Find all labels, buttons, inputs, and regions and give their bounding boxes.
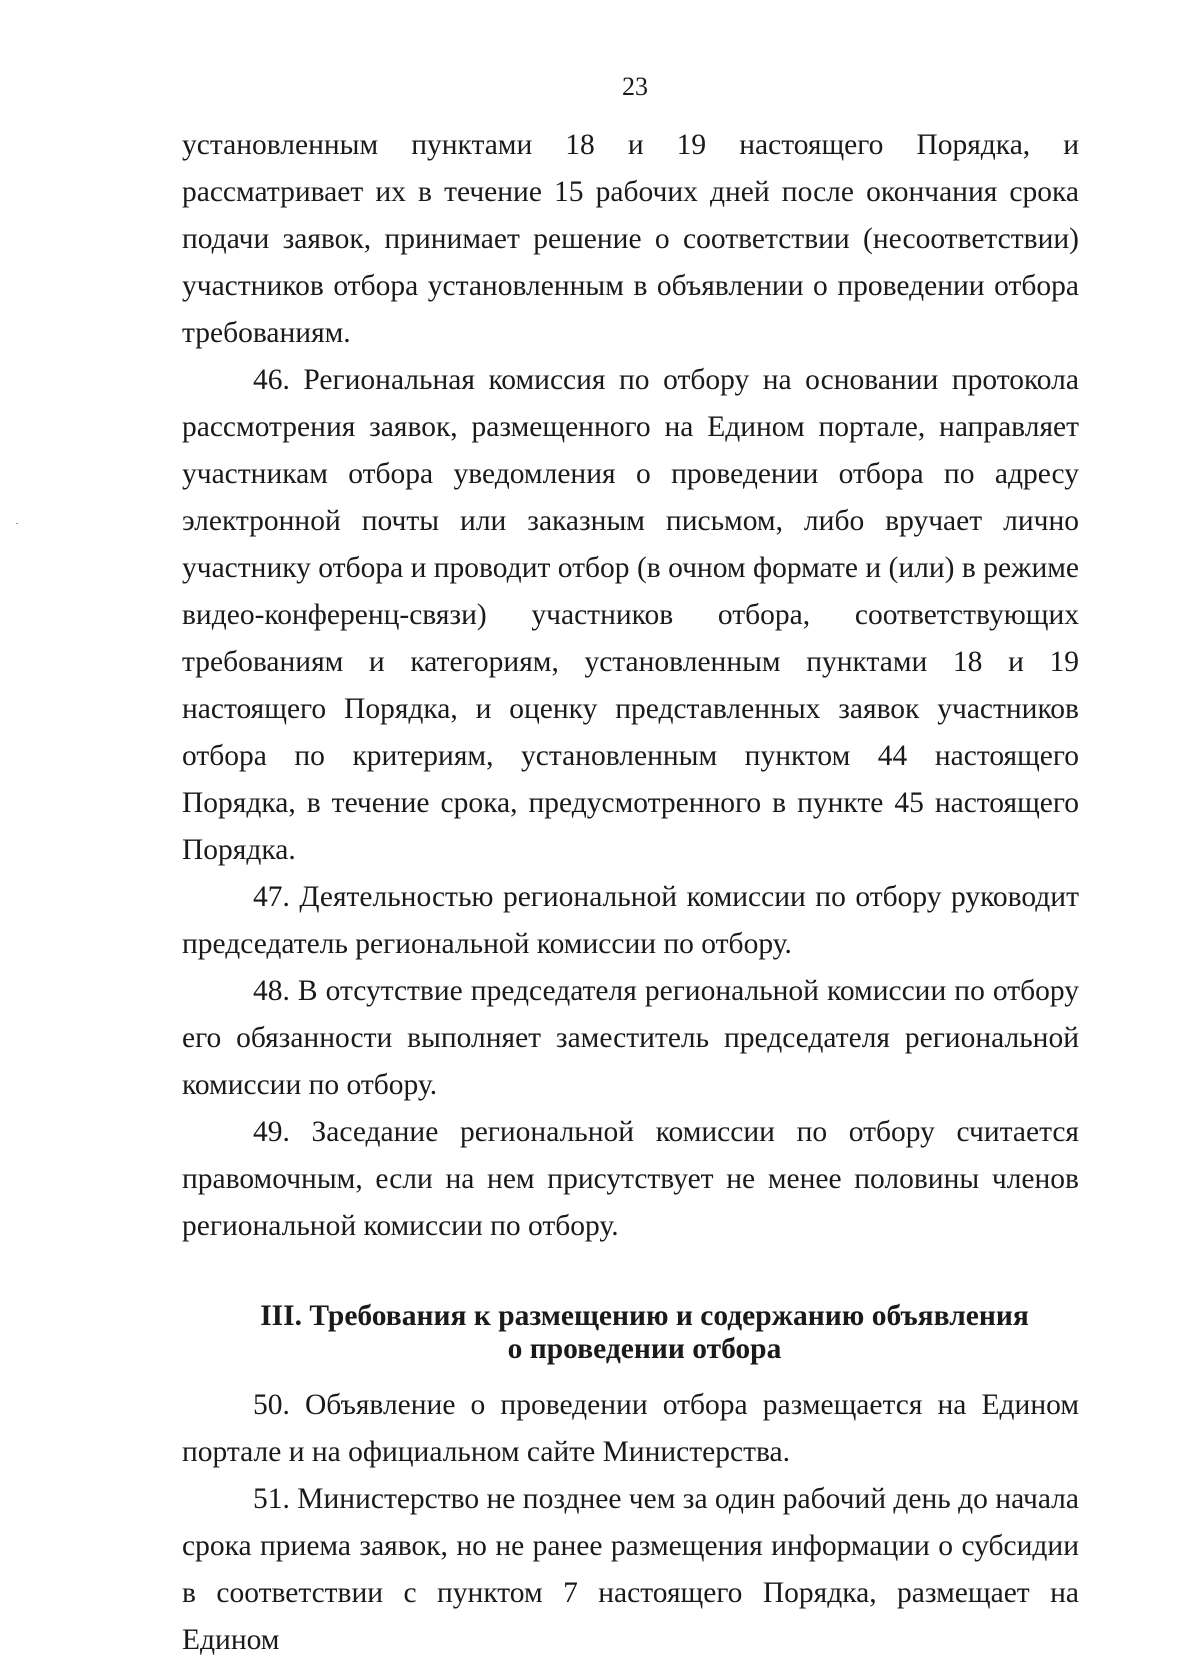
paragraph-47: 47. Деятельностью региональной комиссии по отбору руководит председатель региональной комиссии по отбору. xyxy=(182,881,1079,960)
paragraph-51: 51. Министерство не позднее чем за один рабочий день до начала срока приема заявок, но не ранее размещения информации о субсидии в соответствии с пунктом 7 настоящего Порядка, размещает на Едином xyxy=(182,1483,1079,1656)
page-number: 23 xyxy=(622,72,648,101)
scan-mark xyxy=(16,523,18,524)
document-body xyxy=(182,122,1079,1664)
paragraph-continuation: установленным пунктами 18 и 19 настоящего Порядка, и рассматривает их в течение 15 рабочих дней после окончания срока подачи заявок, принимает решение о соответствии (несоответствии) участников отбора установленным в объявлении о проведении отбора требованиям. xyxy=(182,129,1079,349)
paragraph-48: 48. В отсутствие председателя региональной комиссии по отбору его обязанности выполняет заместитель председателя региональной комиссии по отбору. xyxy=(182,975,1079,1101)
paragraph-49: 49. Заседание региональной комиссии по отбору считается правомочным, если на нем присутствует не менее половины членов региональной комиссии по отбору. xyxy=(182,1116,1079,1242)
paragraph-46: 46. Региональная комиссия по отбору на основании протокола рассмотрения заявок, размещенного на Едином портале, направляет участникам отбора уведомления о проведении отбора по адресу электронной почты или заказным письмом, либо вручает лично участнику отбора и проводит отбор (в очном формате и (или) в режиме видео-конференц-связи) участников отбора, соответствующих требованиям и категориям, установленным пунктами 18 и 19 настоящего Порядка, и оценку представленных заявок участников отбора по критериям, установленным пунктом 44 настоящего Порядка, в течение срока, предусмотренного в пункте 45 настоящего Порядка. xyxy=(182,364,1079,866)
section-heading-line-1: III. Требования к размещению и содержанию объявления xyxy=(260,1300,1029,1332)
section-heading-line-2: о проведении отбора xyxy=(507,1333,782,1365)
section-heading xyxy=(182,1300,1079,1366)
paragraph-50: 50. Объявление о проведении отбора размещается на Едином портале и на официальном сайте Министерства. xyxy=(182,1389,1079,1468)
